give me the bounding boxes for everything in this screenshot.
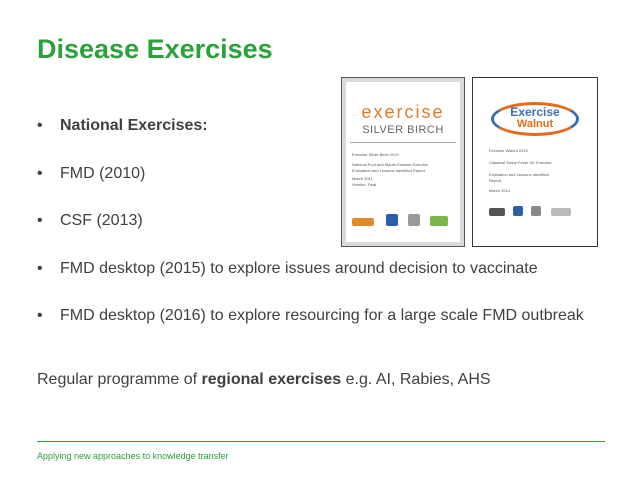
regular-bold: regional exercises <box>201 371 342 388</box>
cover-line: Exercise Walnut 2013 <box>489 148 528 153</box>
bullet-marker: • <box>37 165 43 182</box>
slide-title: Disease Exercises <box>37 34 273 64</box>
cover-line: Evaluation and Lessons Identified <box>489 172 549 177</box>
bullet-text: FMD desktop (2016) to explore resourcing for a large scale FMD outbreak <box>60 307 584 324</box>
walnut-logo-word2: Walnut <box>516 118 554 130</box>
cover-line: Evaluation and Lessons Identified Report <box>352 168 425 173</box>
footer-text: Applying new approaches to knowledge transfer <box>37 451 229 461</box>
regional-exercises-line <box>37 371 491 389</box>
bullet-text: CSF (2013) <box>60 212 143 229</box>
cover-line: Report <box>489 178 502 183</box>
bullet-text: FMD (2010) <box>60 165 146 182</box>
cover-line: March 2014 <box>489 188 511 193</box>
cover-line: National Foot and Mouth Disease Exercise <box>352 162 428 167</box>
bullet-text: FMD desktop (2015) to explore issues around decision to vaccinate <box>60 260 538 277</box>
bullet-marker: • <box>37 260 43 277</box>
cover-line: March 2011 <box>352 176 373 181</box>
cover-line: Exercise Silver Birch 2010 <box>352 152 399 157</box>
cover-line: Version: Final <box>352 182 377 187</box>
cover-line: Classical Swine Fever UK Exercise <box>489 160 552 165</box>
walnut-logo-word1: Exercise <box>510 105 560 119</box>
footer-divider <box>37 441 605 442</box>
regular-prefix: Regular programme of <box>37 371 202 388</box>
cover-silver-birch-subtitle: SILVER BIRCH <box>362 124 444 136</box>
cover-divider <box>350 142 456 143</box>
bullet-marker: • <box>37 307 43 324</box>
bullet-marker: • <box>37 117 43 134</box>
cover-exercise-word: exercise <box>361 102 445 122</box>
bullet-text: National Exercises: <box>60 117 208 134</box>
bullet-marker: • <box>37 212 43 229</box>
regular-suffix: e.g. AI, Rabies, AHS <box>341 371 491 388</box>
